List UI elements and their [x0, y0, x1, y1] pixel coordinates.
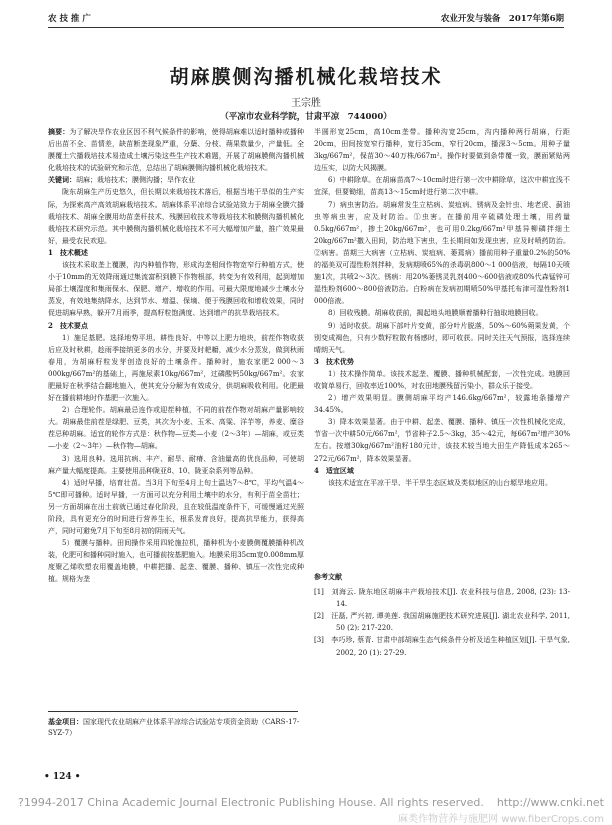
paragraph-heading: 关键词： [48, 175, 76, 185]
paragraph-text: 4）适时早播，培育壮苗。当3月下旬至4月上旬土温达7～8℃，平均气温4～5℃即可播种。适时早播，一方面可以充分利用土壤中的水分，有利于苗全苗壮；另一方面胡麻在出土前就已通过春化阶段，且在较低温度条件下，可缓慢通过光照阶段，具有更充分的时间进行营养生长，根系发育良好，提高抗旱能力，获得高产，同时可避免7月下旬至8月初的阴雨天气。 [48, 478, 304, 536]
watermark: 麻类作物营养与施肥网 www.fiberCrops.com [398, 814, 604, 825]
paragraph-text: 该技术适宜在平凉干旱、半干旱生态区域及类似地区的山台塬旱地应用。 [328, 478, 552, 487]
paragraph [48, 320, 304, 332]
paragraph [48, 453, 304, 477]
reference-item: [2] 汪磊, 严兴初, 谭美莲. 我国胡麻施肥技术研究进展[J]. 湖北农业科学, 2011, 50 (2): 217-220. [314, 612, 570, 633]
paragraph-heading: 摘要： [48, 127, 70, 136]
paragraph [48, 247, 304, 259]
paragraph [48, 186, 304, 246]
footnote-rule [48, 711, 298, 712]
paragraph [314, 465, 570, 477]
fund-text: 国家现代农业胡麻产业体系平凉综合试验站专项资金资助（CARS-17-SYZ-7） [48, 718, 300, 737]
footer [18, 796, 604, 809]
paragraph-text: 半圆形宽25cm，高10cm垄带。播种沟宽25cm，沟内播种两行胡麻，行距20cm，田间按宽窄行播种，宽行35cm，窄行20cm，播深3～5cm。用种子量3kg/667m²，保苗30～40万株/667m²。操作时要做到条带覆一致，膜面紧贴两边压实，以防大风揭膜。 [314, 128, 570, 173]
header-journal: 农业开发与装备 2017年第6期 [440, 14, 564, 24]
paragraph [48, 174, 304, 186]
paragraph-heading: 4 适宜区域 [314, 465, 354, 475]
page-number: • 124 • [44, 772, 81, 782]
left-column [48, 126, 304, 586]
paragraph-text: 胡麻；栽培技术；膜侧沟播；旱作农业 [76, 176, 195, 185]
paragraph [48, 332, 304, 405]
paragraph-text: 陇东胡麻生产历史悠久，但长期以来栽培技术落后，根据当地干旱似的生产实际，为探索高产高效胡麻栽培技术。胡麻体系平凉综合试验站致力于胡麻全膜穴播栽培技术、胡麻全膜用幼苗垄秆技术、残膜回收技术等栽培技术和膜侧沟播机械化栽培技术研究示范。其中膜侧沟播机械化栽培技术不可大幅增加产量，推广效果最好，最受农民欢迎。 [48, 188, 304, 245]
paragraph-text: 8）回收残膜。胡麻收获前，揭起地头地膜顺着播种行抽取地膜回收。 [328, 309, 543, 318]
paragraph [48, 259, 304, 319]
paragraph-text: 1）技术操作简单。该技术起垄、覆膜、播种机械配套，一次性完成。地膜回收简单易行，回收率近100%，对农田地膜残留污染小，群众乐于接受。 [314, 369, 570, 390]
paragraph-text: 1）施足基肥。选择地势平坦、耕性良好、中等以上肥力地块，前茬作物收获后应及时秋耕，趁雨季接纳更多的水分，并要及时耙耱，减少水分蒸发，做到秋雨春用，为胡麻籽粒发芽创造良好的土壤条件。播种时，施农家肥2 000～3 000kg/667m²的基础上，再施尿素10kg/667m²，过磷酸钙50kg/667m²。农家肥最好在秋季结合翻地施入，使其充分分解为有效成分，供胡麻吸收利用。化肥最好在播前耕地时作基肥一次施入。 [48, 333, 304, 403]
paragraph-text: 7）病虫害防治。胡麻常发生立枯病、炭疽病、锈病及金针虫、地老虎、蓟油虫等病虫害，应及时防治。①虫害。在播前用辛硫磷处理土壤，用药量0.5kg/667m²，掺土20kg/667m²，也可用0.2kg/667m²甲基异柳磷拌细土20kg/667m²撒入田间，防治地下害虫，生长期间如发现虫害，应及时喷药防治。②病害。苗期三大病害（立枯病、炭疽病、萎蔫病）播前用种子重量0.2%的50%的福美双可湿性粉剂拌种，发病期喷65%的杀毒矾800～1 000倍液，每隔10天喷施1次，共喷2～3次。锈病：用20%萎锈灵乳剂400～600倍液或80%代森锰锌可湿性粉剂600～800倍液防治。白粉病在发病初期喷50%甲基托布津可湿性粉剂1 000倍液。 [314, 200, 570, 306]
paragraph-text: 为了解决旱作农业区因不利气候条件的影响，使得胡麻难以适时播种或播种后出苗不全、苗情差，缺苗断垄现象严重，分蘖、分枝、蒴果数量少，产量低。全膜覆土穴播栽培技术易造成土壤污染这些生产技术难题，开展了胡麻膜侧沟播机械化栽培技术的试验研究和示范，总结出了胡麻膜侧沟播机械化栽培技术。 [48, 128, 304, 173]
author: 王宗胜 [291, 98, 321, 109]
paragraph-text: 3）降本效果显著。由于中耕、起垄、覆膜、播种、镇压一次性机械化完成，节省一次中耕50元/667m²，节省种子2.5～3kg，35～42元，每667m²增产30%左右。按增30kg/667m²油籽180元计，该技术较当地大田生产降低成本265～272元/667m²，降本效果显著。 [314, 418, 570, 463]
paragraph-heading: 1 技术概述 [48, 247, 88, 257]
affiliation: （平凉市农业科学院，甘肃平凉 744000） [220, 112, 392, 122]
paragraph-text: 9）适时收获。胡麻下部叶片变黄，部分叶片脱落，50%～60%蒴果发黄，个别变成褐色，只有少数籽粒散有杨感时，即可收获。同时关注天气预报，选择连续晴朗天气。 [314, 321, 570, 354]
footer-copyright: ?1994-2017 China Academic Journal Electronic Publishing House. All rights reserved. [18, 796, 484, 809]
paragraph [314, 199, 570, 308]
paragraph [314, 392, 570, 416]
paragraph [314, 368, 570, 392]
paragraph-text: 3）选用良种。选用抗病、丰产、耐旱、耐瘠、含油量高的优良品种，可使胡麻产量大幅度提高。主要使用品种陇亚8、10、陇亚杂系列等品种。 [48, 454, 304, 475]
paragraph-text: 5）覆膜与播种。田间操作采用四轮施拉机，播种机为小麦膜侧覆膜播种机改装，化肥可和播种同时施入，也可播前按基肥施入。地膜采用35cm宽0.008mm厚度聚乙烯吹塑农用覆盖地膜，中耕把播、起垄、覆膜、播种、镇压一次性完成种植。规格为垄 [48, 539, 304, 584]
paragraph-heading: 2 技术要点 [48, 320, 88, 330]
fund-label: 基金项目： [48, 717, 83, 726]
paragraph [314, 416, 570, 464]
references [314, 571, 570, 659]
paragraph [314, 307, 570, 319]
paragraph [314, 356, 570, 368]
header-section: 农 技 推 广 [48, 14, 91, 24]
paragraph-text: 该技术采取垄上覆膜，沟内种植作物，形成沟垄相间作物宽窄行种植方式，使小于10mm的无效降雨通过集流富积到膜下作物根部，转变为有效利用，起到增加局部土壤湿度和集雨保水、保肥、增产、增收的作用。可最大限度地减少土壤水分蒸发，有效地集纳降水，达到节水、增温、保墒、便于残膜回收和增收效果，同时促进胡麻早熟，躲开7月雨季，提高籽粒饱满度、达到增产的抗旱栽培技术。 [48, 261, 304, 318]
paragraph-text: 2）增产效果明显。膜侧胡麻平均产146.6kg/667m²，较露地条播增产34.45%。 [314, 394, 570, 415]
header-rule [48, 27, 564, 28]
reference-item: [1] 刘海云. 陇东地区胡麻丰产栽培技术[J]. 农业科技与信息, 2008, (23): 13-14. [314, 588, 570, 609]
reference-item: [3] 李巧珍, 蔡青. 甘肃中部胡麻生态气候条件分析及适生种植区划[J]. 干旱气象, 2002, 20 (1): 27-29. [314, 636, 570, 657]
paragraph-text: 2）合理轮作。胡麻最忌连作或迎茬种植，不同的前茬作物对胡麻产量影响较大。胡麻最佳前茬是绿肥、豆类，其次为小麦、玉米、高粱、洋芋等，养麦、糜谷茬忌种胡麻。适宜的轮作方式是：秋作物—豆类—小麦（2～3年）—胡麻，或豆类—小麦（2～3年）—秋作物—胡麻。 [48, 406, 304, 451]
paragraph [314, 320, 570, 356]
paragraph-heading: 3 技术优势 [314, 356, 354, 366]
fund-note [48, 716, 304, 739]
paragraph [314, 174, 570, 198]
right-column [314, 126, 570, 489]
paragraph [48, 477, 304, 537]
paragraph [48, 537, 304, 585]
paper-title: 胡麻膜侧沟播机械化栽培技术 [169, 66, 443, 88]
footer-url[interactable]: http://www.cnki.net [496, 796, 604, 809]
paragraph [48, 404, 304, 452]
paragraph-text: 6）中耕除草。在胡麻苗高7～10cm时进行第一次中耕除草，这次中耕宜浅不宜深，但要锄细，苗高13～15cm时进行第二次中耕。 [314, 176, 570, 197]
references-heading: 参考文献 [314, 572, 342, 581]
paragraph [314, 126, 570, 174]
paragraph [314, 477, 570, 489]
paragraph [48, 126, 304, 174]
